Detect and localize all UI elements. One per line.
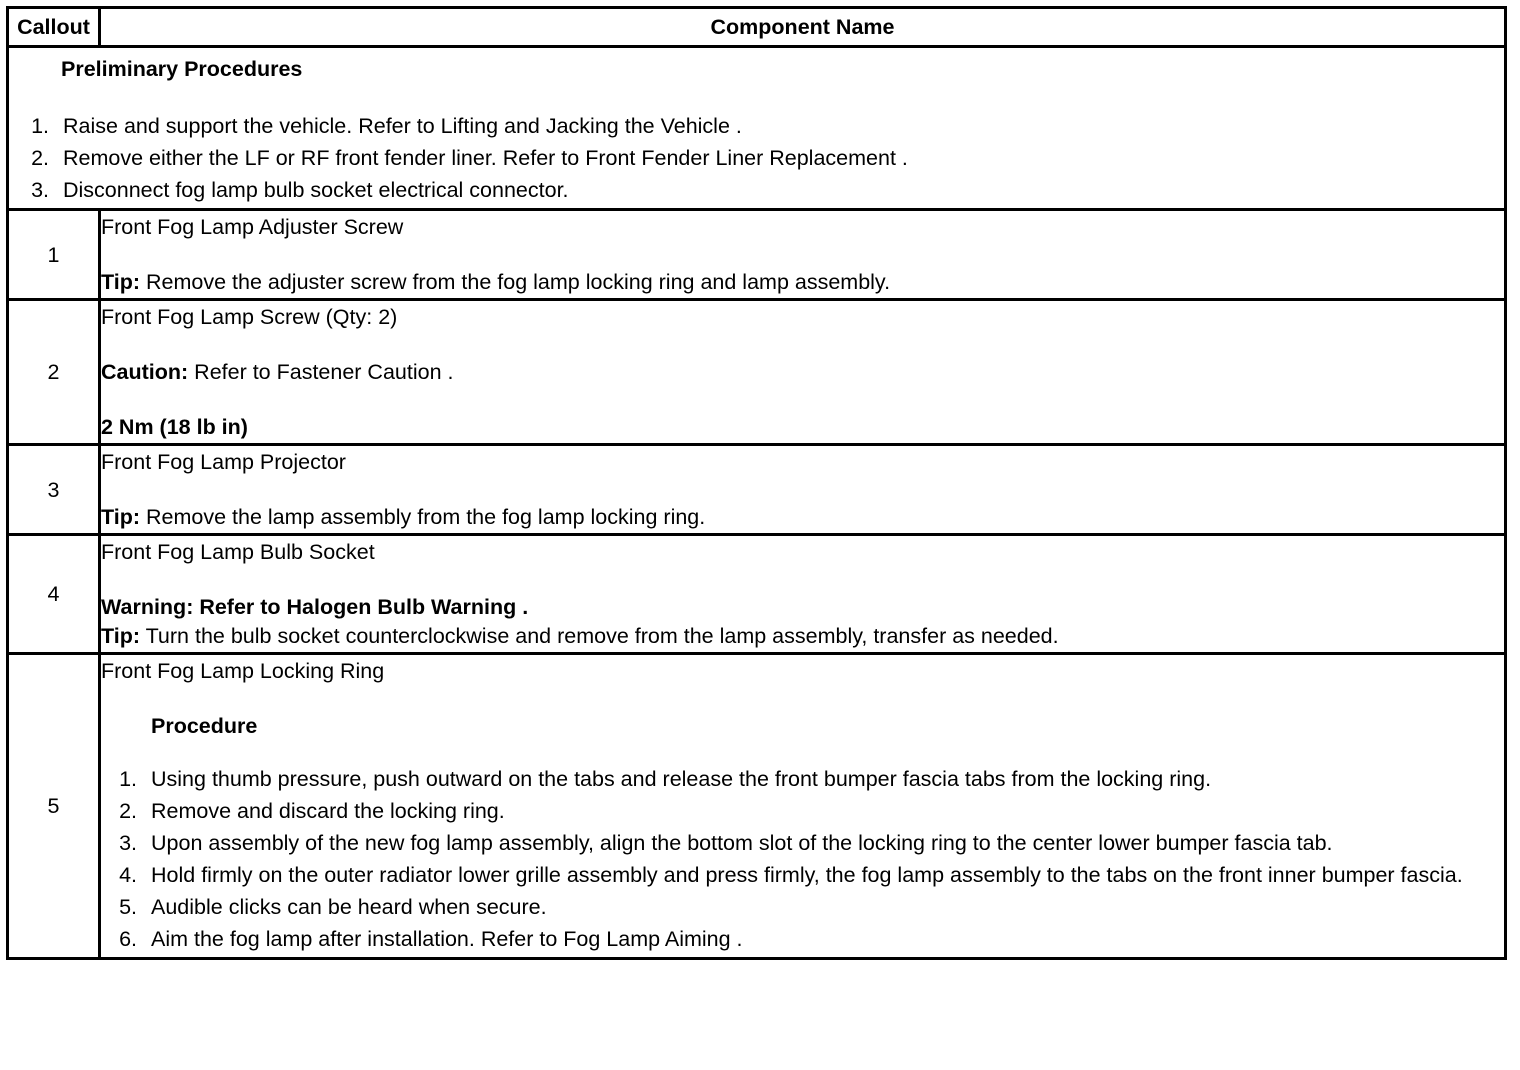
component-cell xyxy=(100,300,1506,445)
callout-cell: 2 xyxy=(8,300,100,445)
list-item: 3. Disconnect fog lamp bulb socket electrical connector. xyxy=(31,178,569,202)
table-row xyxy=(8,445,1506,535)
procedure-steps xyxy=(101,765,1504,954)
caution-note: Caution: Refer to Fastener Caution . xyxy=(101,360,454,384)
callout-cell: 3 xyxy=(8,445,100,535)
component-name: Front Fog Lamp Projector xyxy=(101,450,346,474)
list-item: 5. Audible clicks can be heard when secure. xyxy=(119,895,547,919)
component-cell xyxy=(100,535,1506,654)
list-item: 6. Aim the fog lamp after installation. Refer to Fog Lamp Aiming . xyxy=(119,927,743,951)
component-cell xyxy=(100,445,1506,535)
component-cell xyxy=(100,654,1506,959)
list-item: 3. Upon assembly of the new fog lamp assembly, align the bottom slot of the locking ring to the center lower bumper fascia tab. xyxy=(119,831,1333,855)
callout-cell: 4 xyxy=(8,535,100,654)
warning-note: Warning: Refer to Halogen Bulb Warning . xyxy=(101,595,529,619)
preliminary-row xyxy=(8,47,1506,210)
preliminary-cell xyxy=(8,47,1506,210)
component-table xyxy=(6,6,1507,960)
table-row xyxy=(8,535,1506,654)
table-header-row xyxy=(8,8,1506,47)
component-name-column-header: Component Name xyxy=(100,8,1506,47)
list-item: 2. Remove either the LF or RF front fender liner. Refer to Front Fender Liner Replacement . xyxy=(31,146,908,170)
table-row xyxy=(8,300,1506,445)
tip-note: Tip: Remove the lamp assembly from the fog lamp locking ring. xyxy=(101,505,706,529)
component-cell xyxy=(100,210,1506,300)
list-item: 2. Remove and discard the locking ring. xyxy=(119,799,505,823)
callout-cell: 5 xyxy=(8,654,100,959)
component-name: Front Fog Lamp Bulb Socket xyxy=(101,540,375,564)
preliminary-title: Preliminary Procedures xyxy=(61,57,303,81)
torque-spec: 2 Nm (18 lb in) xyxy=(101,415,248,439)
list-item: 1. Using thumb pressure, push outward on the tabs and release the front bumper fascia tabs from the locking ring. xyxy=(119,767,1212,791)
table-row xyxy=(8,210,1506,300)
callout-cell: 1 xyxy=(8,210,100,300)
tip-note: Tip: Turn the bulb socket counterclockwise and remove from the lamp assembly, transfer as needed. xyxy=(101,624,1059,648)
tip-note: Tip: Remove the adjuster screw from the fog lamp locking ring and lamp assembly. xyxy=(101,270,891,294)
component-name: Front Fog Lamp Locking Ring xyxy=(101,659,385,683)
callout-column-header: Callout xyxy=(8,8,100,47)
list-item: 4. Hold firmly on the outer radiator lower grille assembly and press firmly, the fog lamp assembly to the tabs on the front inner bumper fascia. xyxy=(119,863,1463,887)
table-row xyxy=(8,654,1506,959)
preliminary-steps xyxy=(9,110,1504,206)
component-name: Front Fog Lamp Adjuster Screw xyxy=(101,215,404,239)
component-name: Front Fog Lamp Screw (Qty: 2) xyxy=(101,305,398,329)
procedure-title: Procedure xyxy=(151,714,258,738)
list-item: 1. Raise and support the vehicle. Refer to Lifting and Jacking the Vehicle . xyxy=(31,114,742,138)
